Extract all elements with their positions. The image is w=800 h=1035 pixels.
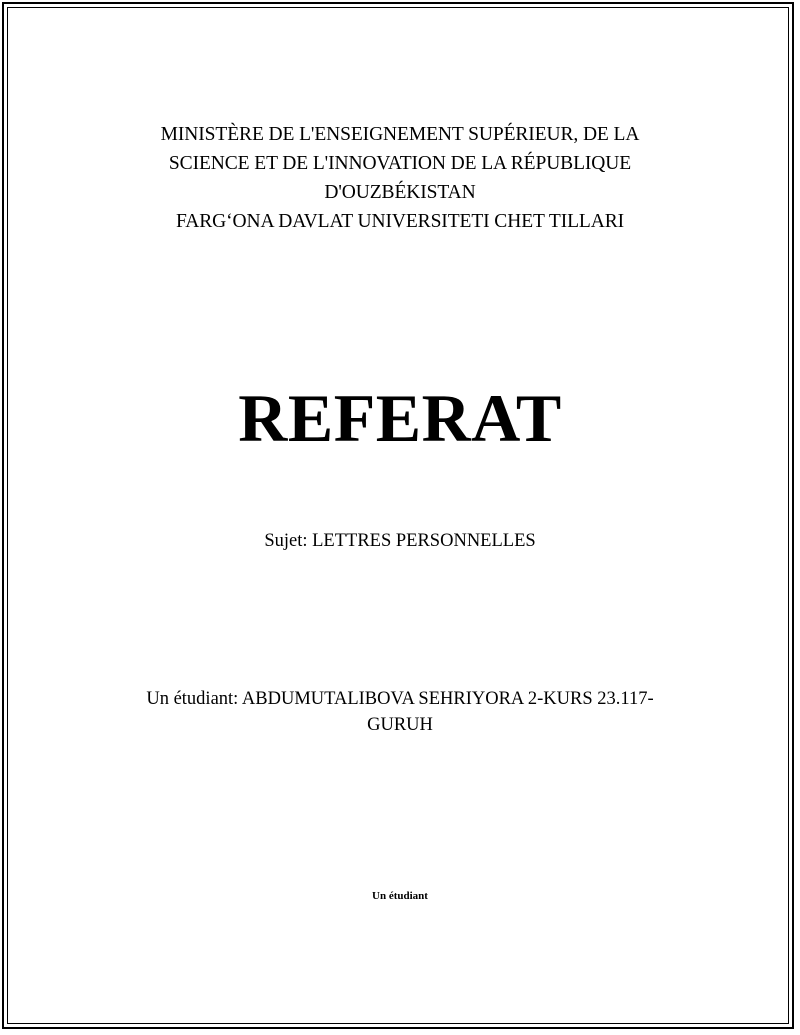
ministry-line: MINISTÈRE DE L'ENSEIGNEMENT SUPÉRIEUR, DE LA xyxy=(160,124,640,145)
student-line: Un étudiant: ABDUMUTALIBOVA SEHRIYORA 2-KURS 23.117- xyxy=(146,689,654,709)
student-info xyxy=(0,686,800,738)
university-line: FARG‘ONA DAVLAT UNIVERSITETI CHET TILLARI xyxy=(176,211,624,232)
document-subject: Sujet: LETTRES PERSONNELLES xyxy=(264,531,536,551)
student-line: GURUH xyxy=(367,715,433,735)
ministry-line: D'OUZBÉKISTAN xyxy=(324,182,476,203)
ministry-line: SCIENCE ET DE L'INNOVATION DE LA RÉPUBLIQUE xyxy=(168,153,632,174)
document-title: REFERAT xyxy=(238,380,562,456)
signature-label: Un étudiant xyxy=(372,890,428,902)
ministry-header xyxy=(0,120,800,236)
